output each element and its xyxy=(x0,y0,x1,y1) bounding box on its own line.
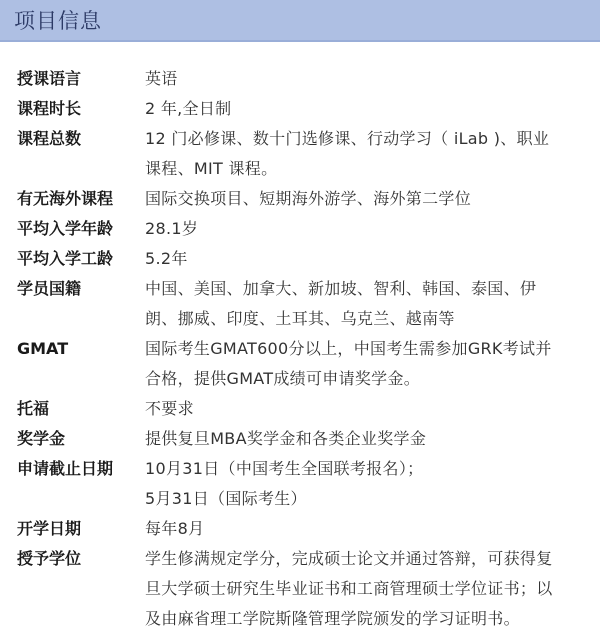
label-deadline: 申请截止日期 xyxy=(17,459,114,478)
value-scholarship: 提供复旦MBA奖学金和各类企业奖学金 xyxy=(145,429,427,448)
value-gmat: 国际考生GMAT600分以上，中国考生需参加GRK考试并合格，提供GMAT成绩可申请奖学金。 xyxy=(145,339,552,388)
info-row-deadline xyxy=(0,454,600,514)
label-toefl: 托福 xyxy=(17,399,50,418)
info-row-avg-age xyxy=(0,214,600,244)
label-duration: 课程时长 xyxy=(17,99,82,118)
label-start-date: 开学日期 xyxy=(17,519,82,538)
info-row-scholarship xyxy=(0,424,600,454)
value-degree: 学生修满规定学分，完成硕士论文并通过答辩，可获得复旦大学硕士研究生毕业证书和工商管理硕士学位证书；以及由麻省理工学院斯隆管理学院颁发的学习证明书。 xyxy=(145,549,553,628)
label-degree: 授予学位 xyxy=(17,549,82,568)
section-title: 项目信息 xyxy=(14,9,102,33)
value-toefl: 不要求 xyxy=(145,399,194,418)
value-course-count: 12 门必修课、数十门选修课、行动学习（ iLab )、职业课程、MIT 课程。 xyxy=(145,129,550,178)
program-info-list xyxy=(0,64,600,634)
info-row-gmat xyxy=(0,334,600,394)
info-row-overseas xyxy=(0,184,600,214)
info-row-degree xyxy=(0,544,600,634)
label-overseas: 有无海外课程 xyxy=(17,189,114,208)
section-header xyxy=(0,0,600,42)
label-language: 授课语言 xyxy=(17,69,82,88)
info-row-toefl xyxy=(0,394,600,424)
label-avg-experience: 平均入学工龄 xyxy=(17,249,114,268)
value-language: 英语 xyxy=(145,69,178,88)
value-start-date: 每年8月 xyxy=(145,519,205,538)
value-avg-age: 28.1岁 xyxy=(145,219,199,238)
label-scholarship: 奖学金 xyxy=(17,429,66,448)
info-row-avg-experience xyxy=(0,244,600,274)
label-avg-age: 平均入学年龄 xyxy=(17,219,114,238)
deadline-international: 5月31日（国际考生） xyxy=(145,489,307,508)
label-course-count: 课程总数 xyxy=(17,129,82,148)
value-duration: 2 年,全日制 xyxy=(145,99,232,118)
value-avg-experience: 5.2年 xyxy=(145,249,188,268)
label-gmat: GMAT xyxy=(17,339,69,358)
deadline-domestic: 10月31日（中国考生全国联考报名）； xyxy=(145,459,424,478)
label-nationality: 学员国籍 xyxy=(17,279,82,298)
value-overseas: 国际交换项目、短期海外游学、海外第二学位 xyxy=(145,189,472,208)
value-deadline xyxy=(145,454,560,514)
info-row-start-date xyxy=(0,514,600,544)
value-nationality: 中国、美国、加拿大、新加坡、智利、韩国、泰国、伊朗、挪威、印度、土耳其、乌克兰、越南等 xyxy=(145,279,537,328)
info-row-duration xyxy=(0,94,600,124)
info-row-language xyxy=(0,64,600,94)
info-row-course-count xyxy=(0,124,600,184)
info-row-nationality xyxy=(0,274,600,334)
